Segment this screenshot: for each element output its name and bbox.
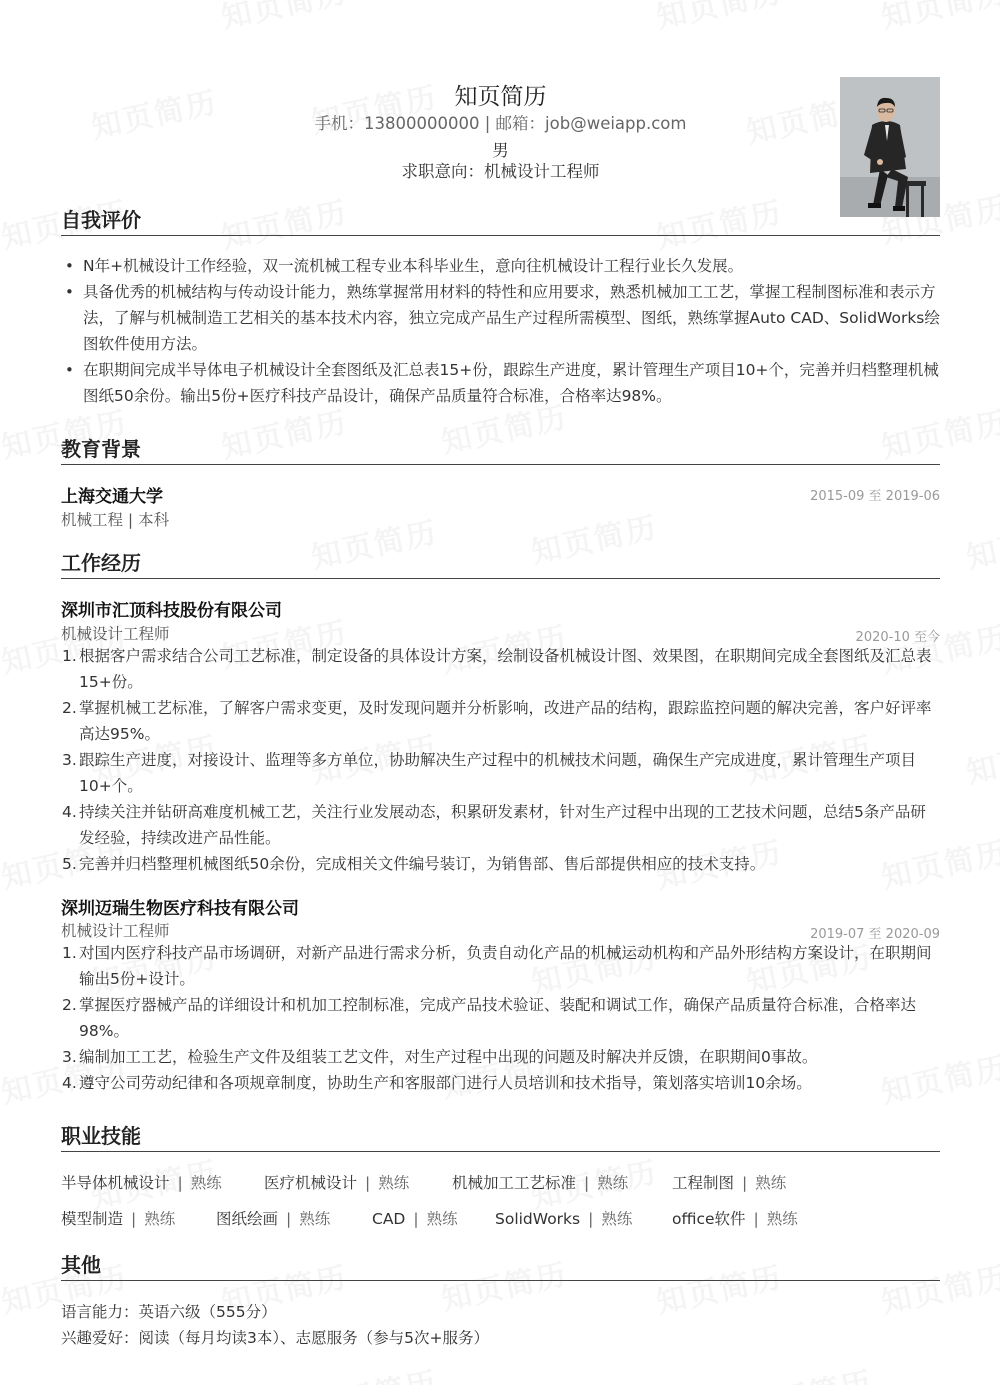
watermark [962,507,1000,577]
job-duties-list [61,940,940,1096]
person-photo-icon [840,77,940,217]
skill-level: 熟练 [190,1174,222,1192]
skill-item [452,1171,628,1193]
resume-page [61,0,940,1347]
skill-item [61,1207,175,1229]
section-title-other: 其他 [61,1253,940,1281]
skill-level: 熟练 [601,1210,633,1228]
skill-name: 机械加工工艺标准 [452,1174,577,1192]
phone-label: 手机： [314,114,364,133]
list-item: • 具备优秀的机械结构与传动设计能力，熟练掌握常用材料的特性和应用要求，熟悉机械加工工艺，掌握工程制图标准和表示方法，了解与机械制造工艺相关的基本技术内容，独立完成产品生产过程所需模型、图纸，熟练掌握Auto CAD、SolidWorks绘图软件使用方法。 [61,279,940,357]
duty-text: 根据客户需求结合公司工艺标准，制定设备的具体设计方案，绘制设备机械设计图、效果图，在职期间完成全套图纸及汇总表15+份。 [79,647,932,691]
skill-separator: | [286,1210,292,1228]
profile-photo [840,77,940,217]
skill-separator: | [588,1210,594,1228]
skill-item [61,1171,222,1193]
language-ability: 语言能力：英语六级（555分） [61,1303,277,1321]
watermark [742,1357,876,1385]
list-item: 2. 掌握机械工艺标准，了解客户需求变更，及时发现问题并分析影响，改进产品的结构，跟踪监控问题的解决完善，客户好评率高达95%。 [62,699,932,743]
job-role: 机械设计工程师 [61,922,170,940]
skill-name: 工程制图 [672,1174,735,1192]
skill-level: 熟练 [378,1174,410,1192]
skill-name: CAD [372,1210,406,1228]
skill-item [672,1207,798,1229]
skills-row [61,1171,940,1193]
list-item: • N年+机械设计工作经验，双一流机械工程专业本科毕业生，意向往机械设计工程行业长久发展。 [61,253,940,279]
section-title-education: 教育背景 [61,437,940,465]
section-title-work: 工作经历 [61,551,940,579]
list-item: 4. 持续关注并钻研高难度机械工艺，关注行业发展动态，积累研发素材，针对生产过程中出现的工艺技术问题，总结5条产品研发经验，持续改进产品性能。 [62,803,926,847]
job-role: 机械设计工程师 [61,625,170,643]
list-item: 3. 跟踪生产进度，对接设计、监理等多方单位，协助解决生产过程中的机械技术问题，确保生产完成进度，累计管理生产项目10+个。 [62,751,917,795]
skills-row [61,1207,940,1229]
skill-level: 熟练 [299,1210,331,1228]
section-title-skills: 职业技能 [61,1124,940,1152]
candidate-name: 知页简历 [454,84,547,110]
phone-number: 13800000000 [364,114,480,133]
skill-item [216,1207,330,1229]
skill-item [495,1207,632,1229]
skill-item [672,1171,786,1193]
skill-name: 模型制造 [61,1210,124,1228]
list-item: 1. 对国内医疗科技产品市场调研，对新产品进行需求分析，负责自动化产品的机械运动机构和产品外形结构方案设计，在职期间输出5份+设计。 [62,944,932,988]
skill-level: 熟练 [597,1174,629,1192]
list-item: 3. 编制加工工艺，检验生产文件及组装工艺文件，对生产过程中出现的问题及时解决并反馈，在职期间0事故。 [62,1048,818,1066]
duty-text: 持续关注并钻研高难度机械工艺，关注行业发展动态，积累研发素材，针对生产过程中出现的工艺技术问题，总结5条产品研发经验，持续改进产品性能。 [79,803,926,847]
skill-separator: | [177,1174,183,1192]
job-intention [61,158,940,182]
duty-text: 掌握机械工艺标准，了解客户需求变更，及时发现问题并分析影响，改进产品的结构，跟踪监控问题的解决完善，客户好评率高达95%。 [79,699,932,743]
job-duties-list [61,643,940,877]
skill-level: 熟练 [755,1174,787,1192]
duty-text: 完善并归档整理机械图纸50余份，完成相关文件编号装订，为销售部、售后部提供相应的技术支持。 [79,855,766,873]
company-name: 深圳迈瑞生物医疗科技有限公司 [61,899,299,919]
skill-item [372,1207,458,1229]
email-label: 邮箱： [495,114,546,133]
education-date: 2015-09 至 2019-06 [810,489,940,504]
job-date: 2020-10 至今 [855,630,940,645]
education-major: 机械工程 | 本科 [61,511,170,529]
duty-text: 遵守公司劳动纪律和各项规章制度，协助生产和客服部门进行人员培训和技术指导，策划落实培训10余场。 [79,1074,812,1092]
skill-separator: | [365,1174,371,1192]
job-intention-value: 机械设计工程师 [484,162,600,181]
hobbies: 兴趣爱好：阅读（每月均读3本）、志愿服务（参与5次+服务） [61,1329,489,1347]
skill-item [264,1171,409,1193]
job-date: 2019-07 至 2020-09 [810,927,940,942]
skill-separator: | [584,1174,590,1192]
list-item: 1. 根据客户需求结合公司工艺标准，制定设备的具体设计方案，绘制设备机械设计图、效果图，在职期间完成全套图纸及汇总表15+份。 [62,647,932,691]
skill-name: SolidWorks [495,1210,581,1228]
list-item: • 在职期间完成半导体电子机械设计全套图纸及汇总表15+份，跟踪生产进度，累计管理生产项目10+个，完善并归档整理机械图纸50余份。输出5份+医疗科技产品设计，确保产品质量符合标准，合格率达98%。 [61,357,940,409]
skill-level: 熟练 [426,1210,458,1228]
skill-name: 半导体机械设计 [61,1174,170,1192]
school-name: 上海交通大学 [61,487,163,507]
job-intention-label: 求职意向： [401,162,484,181]
resume-header [61,0,940,215]
skill-level: 熟练 [144,1210,176,1228]
gender: 男 [492,141,509,160]
skill-level: 熟练 [766,1210,798,1228]
duty-text: 对国内医疗科技产品市场调研，对新产品进行需求分析，负责自动化产品的机械运动机构和产品外形结构方案设计，在职期间输出5份+设计。 [79,944,932,988]
skill-separator: | [742,1174,748,1192]
self-eval-list [61,253,940,409]
section-title-self-eval: 自我评价 [61,208,940,236]
skill-name: 图纸绘画 [216,1210,279,1228]
skill-separator: | [753,1210,759,1228]
email-address: job@weiapp.com [545,114,687,133]
watermark [307,1357,441,1385]
skill-name: office软件 [672,1210,746,1228]
contact-separator: | [479,114,496,133]
skill-separator: | [131,1210,137,1228]
contact-line [61,110,940,134]
skill-name: 医疗机械设计 [264,1174,358,1192]
list-item: 5. 完善并归档整理机械图纸50余份，完成相关文件编号装订，为销售部、售后部提供相应的技术支持。 [62,855,766,873]
list-item: 4. 遵守公司劳动纪律和各项规章制度，协助生产和客服部门进行人员培训和技术指导，策划落实培训10余场。 [62,1074,812,1092]
watermark [962,722,1000,792]
company-name: 深圳市汇顶科技股份有限公司 [61,601,282,621]
skill-separator: | [413,1210,419,1228]
duty-text: 掌握医疗器械产品的详细设计和机加工控制标准，完成产品技术验证、装配和调试工作，确保产品质量符合标准，合格率达98%。 [79,996,917,1040]
list-item: 2. 掌握医疗器械产品的详细设计和机加工控制标准，完成产品技术验证、装配和调试工作，确保产品质量符合标准，合格率达98%。 [62,996,917,1040]
duty-text: 跟踪生产进度，对接设计、监理等多方单位，协助解决生产过程中的机械技术问题，确保生产完成进度，累计管理生产项目10+个。 [79,751,917,795]
duty-text: 编制加工工艺，检验生产文件及组装工艺文件，对生产过程中出现的问题及时解决并反馈，在职期间0事故。 [79,1048,818,1066]
